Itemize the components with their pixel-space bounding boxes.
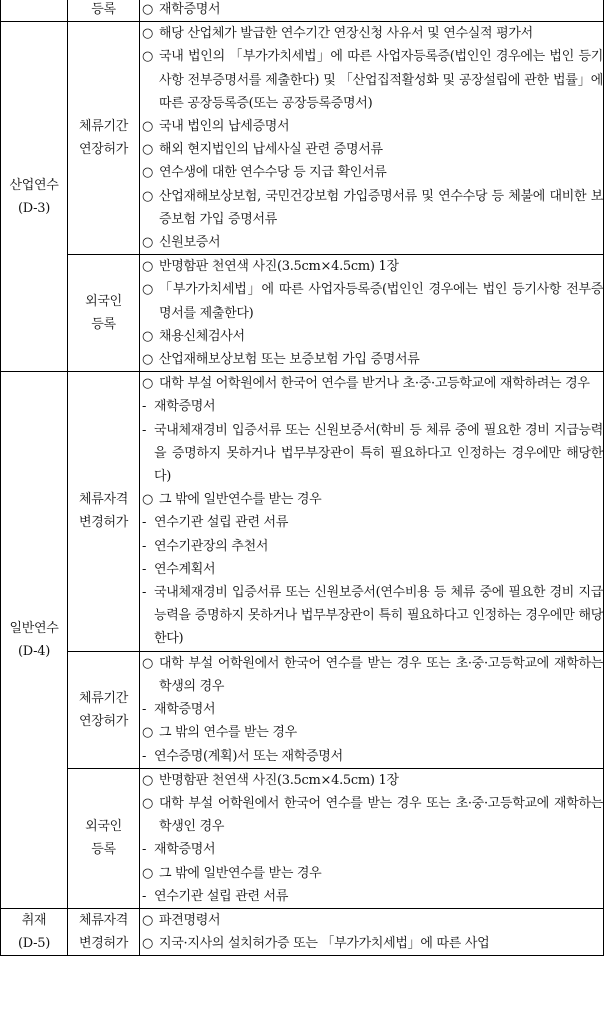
document-item [140,769,603,792]
circle-bullet: ○ [142,142,154,158]
permission-label-line: 연장허가 [78,713,129,729]
dash-bullet: - [142,748,147,764]
permission-cell [68,22,140,255]
permission-label-line: 체류기간 [78,690,129,706]
document-item [140,698,603,721]
permission-label-line: 체류자격 [78,492,129,508]
document-item [140,138,603,161]
status-label-line: 일반연수 [9,621,59,637]
document-item-text: 해당 산업체가 발급한 연수기간 연장신청 사유서 및 연수실적 평가서 [159,26,533,42]
document-item-text: 대학 부설 어학원에서 한국어 연수를 받는 경우 또는 초·중·고등학교에 재학하는 학생의 경우 [159,655,603,694]
document-item-text: 재학증명서 [154,399,216,415]
document-item-text: 그 밖에 일반연수를 받는 경우 [159,492,322,508]
status-label-line: (D-5) [18,936,50,952]
document-item-text: 국내체재경비 입증서류 또는 신원보증서(학비 등 체류 중에 필요한 경비 지급능력을 증명하지 못하거나 법무부장관이 특히 필요하다고 인정하는 경우에만 해당한다) [154,422,603,485]
document-item [140,511,603,534]
document-item-text: 연수계획서 [154,561,216,577]
document-item [140,22,603,45]
document-item [140,255,603,278]
permission-cell [68,0,140,22]
dash-bullet: - [142,702,147,718]
document-item [140,161,603,184]
document-item-text: 신원보증서 [159,235,221,251]
document-item-text: 국내 법인의 납세증명서 [159,119,290,135]
document-item-text: 파견명령서 [159,912,221,928]
circle-bullet: ○ [142,2,154,17]
document-item [140,932,603,955]
table-body [1,0,604,956]
document-item [140,231,603,254]
permission-label-line: 등록 [91,842,116,858]
document-item [140,652,603,698]
table-row [1,0,604,22]
document-item [140,558,603,581]
document-item [140,885,603,908]
document-item-text: 재학증명서 [154,702,216,718]
circle-bullet: ○ [142,165,154,181]
document-item [140,488,603,511]
dash-bullet: - [142,561,147,577]
document-item-text: 연수증명(계획)서 또는 재학증명서 [154,748,343,764]
circle-bullet: ○ [142,492,154,508]
document-item [140,535,603,558]
document-item [140,419,603,489]
circle-bullet: ○ [142,119,154,135]
status-cell [1,372,68,909]
status-cell [1,0,68,22]
document-item [140,348,603,371]
document-item-text: 채용신체검사서 [159,328,245,344]
permission-label-line: 변경허가 [78,515,129,531]
document-item-text: 재학증명서 [159,2,221,17]
circle-bullet: ○ [142,725,154,741]
document-item-text: 국내 법인의 「부가가치세법」에 따른 사업자등록증(법인인 경우에는 법인 등기사항 전부증명서를 제출한다) 및 「산업집적활성화 및 공장설립에 관한 법률」에 따른 공장등록증(또는 공장등록증명서) [159,49,603,111]
status-cell [1,908,68,955]
circle-bullet: ○ [142,655,154,671]
documents-cell [140,255,604,372]
table-row [1,255,604,372]
permission-label-line: 체류기간 [78,119,129,135]
document-item-text: 산업재해보상보험 또는 보증보험 가입 증명서류 [159,352,420,368]
permission-cell [68,255,140,372]
circle-bullet: ○ [142,865,154,881]
table-row [1,768,604,908]
circle-bullet: ○ [142,912,154,928]
circle-bullet: ○ [142,235,154,251]
document-item [140,372,603,395]
documents-cell [140,651,604,768]
status-label-line: (D-3) [18,200,50,216]
documents-cell [140,22,604,255]
dash-bullet: - [142,422,147,438]
circle-bullet: ○ [142,376,154,392]
document-item [140,838,603,861]
table-row [1,651,604,768]
documents-cell [140,768,604,908]
permission-label-line: 연장허가 [78,142,129,158]
document-item [140,721,603,744]
circle-bullet: ○ [142,352,154,368]
status-label-line: 취재 [21,913,47,929]
document-item-text: 해외 현지법인의 납세사실 관련 증명서류 [159,142,383,158]
status-label-line: 산업연수 [9,177,59,193]
document-item-text: 재학증명서 [154,842,216,858]
document-item-text: 대학 부설 어학원에서 한국어 연수를 받는 경우 또는 초·중·고등학교에 재학하는 학생인 경우 [159,795,603,835]
status-label-line: (D-4) [18,644,50,660]
document-item [140,185,603,231]
permission-cell [68,768,140,908]
document-item-text: 그 밖의 연수를 받는 경우 [159,725,297,741]
document-item [140,395,603,418]
document-item [140,45,603,115]
dash-bullet: - [142,585,147,601]
document-item-text: 그 밖에 일반연수를 받는 경우 [159,865,322,881]
status-cell [1,22,68,372]
document-item-text: 국내체재경비 입증서류 또는 신원보증서(연수비용 등 체류 중에 필요한 경비 지급능력을 증명하지 못하거나 법무부장관이 특히 필요하다고 인정하는 경우에만 해당한다) [154,585,603,647]
circle-bullet: ○ [142,795,154,811]
permission-label-line: 외국인 [85,294,122,310]
document-item [140,278,603,324]
table-row [1,372,604,651]
circle-bullet: ○ [142,282,154,298]
circle-bullet: ○ [142,26,154,42]
document-item [140,325,603,348]
circle-bullet: ○ [142,936,154,952]
document-item [140,909,603,932]
permission-label-line: 등록 [91,2,116,18]
permission-label-line: 체류자격 [78,913,129,929]
dash-bullet: - [142,538,147,554]
table-row [1,22,604,255]
dash-bullet: - [142,842,147,858]
document-item [140,0,603,21]
document-item [140,792,603,838]
document-item [140,862,603,885]
circle-bullet: ○ [142,188,154,204]
document-item-text: 연수기관 설립 관련 서류 [154,515,289,531]
circle-bullet: ○ [142,259,154,275]
permission-cell [68,651,140,768]
document-item-text: 반명함판 천연색 사진(3.5cm×4.5cm) 1장 [159,772,399,788]
permission-label-line: 변경허가 [78,936,129,952]
dash-bullet: - [142,399,147,415]
permission-label-line: 외국인 [85,819,122,835]
permission-cell [68,372,140,651]
document-item [140,115,603,138]
dash-bullet: - [142,515,147,531]
permission-cell [68,908,140,955]
document-item-text: 연수생에 대한 연수수당 등 지급 확인서류 [159,165,387,181]
document-item-text: 대학 부설 어학원에서 한국어 연수를 받거나 초·중·고등학교에 재학하려는 경우 [159,376,590,392]
document-item-text: 반명함판 천연색 사진(3.5cm×4.5cm) 1장 [159,259,399,275]
document-item-text: 연수기관 설립 관련 서류 [154,888,289,904]
document-item [140,745,603,768]
circle-bullet: ○ [142,328,154,344]
document-item-text: 연수기관장의 추천서 [154,538,269,554]
dash-bullet: - [142,888,147,904]
table-row [1,908,604,955]
permission-label-line: 등록 [91,317,116,333]
documents-cell [140,0,604,22]
circle-bullet: ○ [142,772,154,788]
documents-cell [140,908,604,955]
document-item-text: 「부가가치세법」에 따른 사업자등록증(법인인 경우에는 법인 등기사항 전부증명서를 제출한다) [159,282,603,321]
document-item-text: 지국·지사의 설치허가증 또는 「부가가치세법」에 따른 사업 [159,936,490,952]
circle-bullet: ○ [142,49,154,65]
document-item-text: 산업재해보상보험, 국민건강보험 가입증명서류 및 연수수당 등 체불에 대비한 보증보험 가입 증명서류 [159,188,603,227]
documents-cell [140,372,604,651]
document-item [140,581,603,651]
